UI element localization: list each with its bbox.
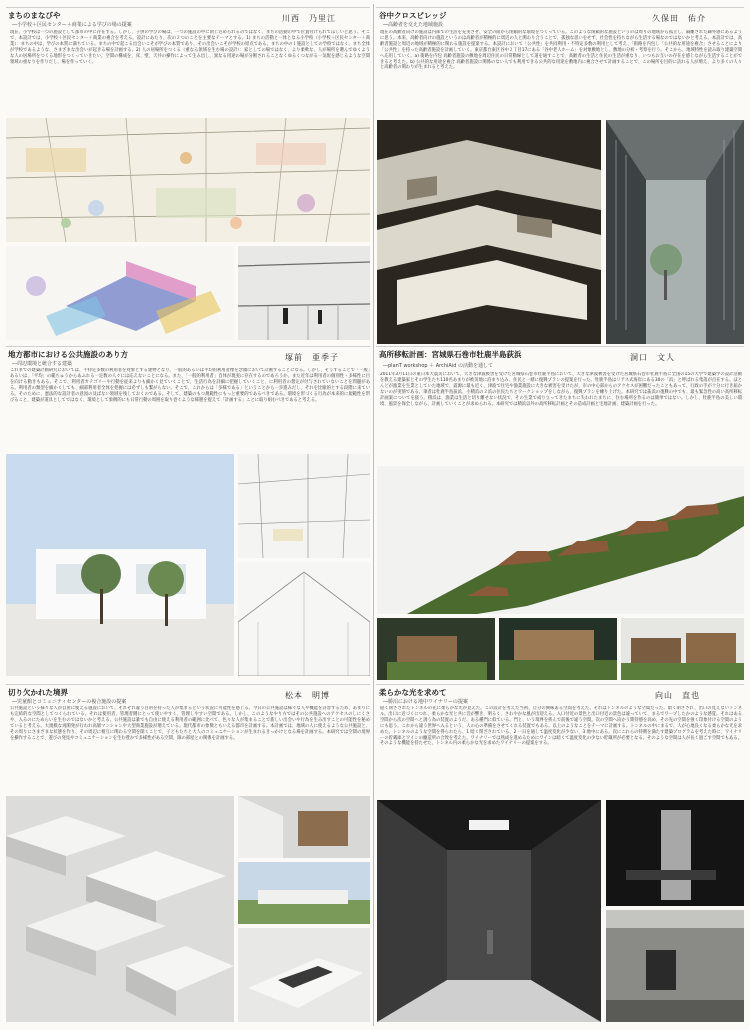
model-detail-image-2 bbox=[499, 618, 617, 680]
section-body: 公共施設という様々な人が自由に使える施設において、それぞれ違う目的を持った人が集まるという状況に可能性を感じる。今日の公共施設は様々な人や機能を許容するため、あまりにも完結的な空間としてつくられている。それは使用者、管理者側にとって使いやすく、管理しやすい空間である。しかし、このようなやり方ではその公共施設へのアクセスのしにくさや、入るのにためらいを生むのではないかと考える。公共施設は誰でも自由に使える利用者の範囲に比べて、色々な人が集まることで新しい出会いや行為を生み出すことの可能性を秘めていると考える。大規模な再開発が行われ高層マンションや大型商業施設が増えている。現代都市の象徴ともいえる都市を計画する。本計画では、地域の人に使えるような公共施設と、その周りにさまざまな状態を作り、その周辺に相互に関わる空間を開くことで、子どもたちと大人のコミュニケーションが生まれるきっかけとなる場を計画する。本研究では空間の境界を操作することで、遊びの発見やコミュニケーションを生む豊かで多様性がある空間、隙の部屋との関係を計画する。 bbox=[10, 706, 370, 741]
section-title: 柔らかな光を求めて bbox=[379, 688, 447, 697]
section-rule bbox=[376, 346, 744, 347]
section-author: 川西 乃里江 bbox=[282, 14, 336, 23]
section-author: 洞口 文人 bbox=[630, 353, 675, 362]
exterior-render-image bbox=[6, 454, 234, 676]
cellar-render-image bbox=[606, 800, 744, 906]
section-perspective-image bbox=[238, 246, 370, 340]
tunnel-render-image bbox=[377, 800, 601, 1022]
site-model-image bbox=[377, 466, 744, 614]
section-body: これまでの建築計画研究においては、不特定多数の利用者を対象とする建物となり、一般的あるいは平均的利用者像を念頭において計画することになる。しかし、そうすることで「一般」あるいは、「平均」の範ちゅうからあふれる一定数の人々には応えないことになる。また、「一般的利用者」自体が現実に存在するのであろうか。また近年は利用者の個別性・多様性に目を向ける動きもある。そこで、利用者カテゴリーや行動を従来よりも細かく見ていくことで、生活行為を詳細に把握していくこと、に利用者の想定が付与されていないことを問題がある。利用者の類型を細かくしても、細部利用者全体を把握には必ずしも繋がらない。そこで、これからは「多様である」ということから一歩進みだし、それを比喩的とする段階に来ている。そのために、憲法的な設計者の意図の及ばない領域を残しておくのである。そして、建築のもつ規範性にもっと重要的であるべきである。環境を形づくる行為が本来的に規範性を帯びること、建築が道具としてではなく、環境として象徴的にも日常行動の周囲を取り巻くような様態を捉えて「計画する」ことに取り組むべきであると考える。 bbox=[10, 368, 370, 403]
section-subtitle: ―小学校＋区民センター＋商業による学びの場の提案 bbox=[12, 22, 132, 28]
section-subtitle: ―児童館とコミュニティセンターの複合施設の提案 bbox=[12, 699, 127, 705]
section-author: 向山 直也 bbox=[655, 691, 700, 700]
section-subtitle: ―planT workshop ＋ ArchiAid の活動を通して bbox=[383, 363, 493, 369]
section-title: 谷中クロスビレッジ bbox=[379, 11, 447, 20]
section-subtitle: ―高齢者を交えた地域施設 bbox=[383, 22, 444, 28]
model-detail-image-1 bbox=[377, 618, 495, 680]
shaft-render-image bbox=[606, 910, 744, 1022]
landscape-render-image bbox=[238, 862, 370, 924]
interior-sketch-image bbox=[238, 454, 370, 558]
section-author: 塚前 亜季子 bbox=[285, 353, 339, 362]
section-author: 松本 明博 bbox=[285, 691, 330, 700]
column-divider bbox=[373, 4, 374, 1026]
mass-model-render-image bbox=[6, 796, 234, 1022]
roof-sketch-image bbox=[238, 562, 370, 676]
section-title: 高所移転計画：宮城県石巻市牡鹿半島荻浜 bbox=[379, 350, 522, 359]
section-subtitle: ―勝沼における地中ワイナリーの提案 bbox=[383, 699, 468, 705]
section-rule bbox=[376, 7, 744, 8]
courtyard-perspective-image bbox=[606, 120, 744, 344]
section-author: 久保田 佑介 bbox=[652, 14, 706, 23]
section-subtitle: ―周辺環境と統合する建築 bbox=[12, 361, 73, 367]
section-body: 現在の高齢者向けの施設は内部での生活を充実させ、安全の面から閉鎖的な環境をつくっている。このような閉鎖的な施設というのは周りの地域から孤立し、隔離された疎外感にあるように思う。本来、高齢者向けの施設というのは高齢者が積極的に周辺の人と関わり合うことで、孤独な思いをせず、社会性を持ちながら生活する場なのではないかと考える。本設計では、高齢者施設と周辺の地域が積極的に関わる施設を提案する。本設計において「公共性」を共同利用・不特定多数の利用として考え、「街路を内包し「公共的な用途を複合」させることにより「公共性」を持った高齢者施設を計画していく。東京都台東区谷中２丁目17にある「谷中老人ホーム」を対象敷地とし、敷地の分析・考察を行う。そこから、地域特性を読み取り建築空間へ応用していく。a) 街路を内包 高齢者施設の敷地を周辺住民の日常動線として道を通すことで、高齢者の生活と住民の生活が重なり、いつもお互いの存在を感じながら生活することができると考えた。b) 公共的な用途を複合 高齢者施設に関係のない人でも利用できる公共的な用途を敷地内に複合させて計画することで、この場所を目的に訪れる人が増え、より多くの人々と高齢者の関わりが生まれると考えた。 bbox=[380, 30, 742, 71]
section-body: 隠く閉ざされたトンネルの先に柔らかな光が見えた。この設計を考えた当初、自分の興味ある空間を考えた。それはトンネルのような空間だった。暗く閉ざされ、出口の見えないトンネル。出口に近づくにつれ、柔らかな光と共に音が響き、明るく、さわやかな風が出迎える。入口付近の景色と出口付近の景色は違っていて、まるでワープしたかのような感覚。それはある空間から次の空間へと誘う為の装置のようだ。ある種門に似ている。門と、いう境界を挟んで前後で違う空間。次の空間へ向かう期待感を高め、その先の空間を強く印象付ける空間のようにも思う。これから違う世界へ入るという、人の心の準備をさせてくれる装置でもある。以上のようなことをテーマに計画する。トンネルの中にまるで、人が心地良くなる柔らかな光を求めた。トンネルのような空間を得られたら、1 暗く閉ざされている、2 一日を通して温度変化が少ない、3 地中にある。次にこれらの特徴を満たす建築プログラムを考えた時に、ワイナリーの貯蔵庫とワインの醸造所の合致を考えた。ワイナリーでは熟成を進めるためにワインは暗くて温度変化の少ない貯蔵所が必要となる。そのような空間は人が長く過ごす空間でもある。そのような機能を持たせた、トンネル内の柔らかな光を求めたワイナリーの提案をする。 bbox=[380, 706, 742, 747]
axonometric-sketch-image bbox=[6, 246, 234, 340]
interior-render-image bbox=[238, 796, 370, 858]
opening-render-image bbox=[238, 928, 370, 1022]
section-title: 切り欠かれた境界 bbox=[8, 688, 68, 697]
interior-sketch-image bbox=[6, 118, 370, 242]
section-rule bbox=[6, 346, 370, 347]
section-title: 地方都市における公共施設のあり方 bbox=[8, 350, 128, 359]
model-photo-image bbox=[377, 120, 601, 344]
section-body: 2011年3月11日の東日本大震災において、大きな津波被害を受けた宮城県石巻市牡鹿半島において、大きな津波被害を受けた宮城県石巻市牡鹿半島に全国の15の大学で建築学の設計活動を教える建築家とその学生たち110名あまりが被災地に泊まり込み、住民と一緒に復興プランの提案を行った。牡鹿半島はリアス式海岸にある30の「浜」と呼ばれる集落が点在する。ほとんどが漁業を生業としていた地域で、震源に最も近く、津波で住宅や漁業施設に大きな被害を受けたが、市の中心部からのアクセスが困難だったこともあって、行政の手が十分に行き届かないのが実情である。筆者は牡鹿半島荻浜、小積浜の２浜の住民たちとワークショップをしながら、復興プランを練り上げた。本研究では荻浜の復興の中でも、最も緊急性の高い高所移転計画案についてを扱う。積浜は、漁業は生活と切り離せない状況で、その生業で成り立ってきたまちに失われたまちに、住む場所を作るのは簡単ではない。しかし、牡鹿半島の美しい環境、風景を保全しながら、計画していくことが求められる。本研究では積浜以外の高所移転計画とその造成計画と宅地計画、建築計画を行った。 bbox=[380, 372, 742, 407]
section-rule bbox=[376, 684, 744, 685]
section-rule bbox=[6, 7, 370, 8]
section-body: 現在、小学校は一つの施設として都市の中に存在する。しかし、子供の学びの場は、一つの施設の中に閉じ込められるのではなく、まちの活動の中で位置付けられてほしいと思う。そこで、本設計では、小学校＋区民センター＋商業の複合を考える。設計にあたり、次の２つのことを主要なテーマとする。1) まちの活動と一体となる小学校（小学校＋区民センター＋商業）：まちの中は、学びの本質に満ちている。まちの中で起こる出会いこそが学びの本質であり、その出会いこそが学校の原点である。まちの中の１施設としての学校ではなく、まち全体が学校であるような、さまざまな出会いが起きる場を計画する。2) 人の居場所をつくる（重なる領域を生む場の設計）：家としての場ではなく、より柔軟な、人が場所を選んでゆくような人の居場所をつくる地形をつくっていきたい。空間の構成を、床、壁、天井の操作によって生み出し、異なる用途の場が分断されることなくゆるくつながる一気配を感じるような空間領域の重なりを作りだし、場を作っていく。 bbox=[10, 30, 370, 65]
model-detail-image-3 bbox=[621, 618, 744, 680]
section-rule bbox=[6, 684, 370, 685]
section-title: まちのまなびや bbox=[8, 11, 61, 20]
